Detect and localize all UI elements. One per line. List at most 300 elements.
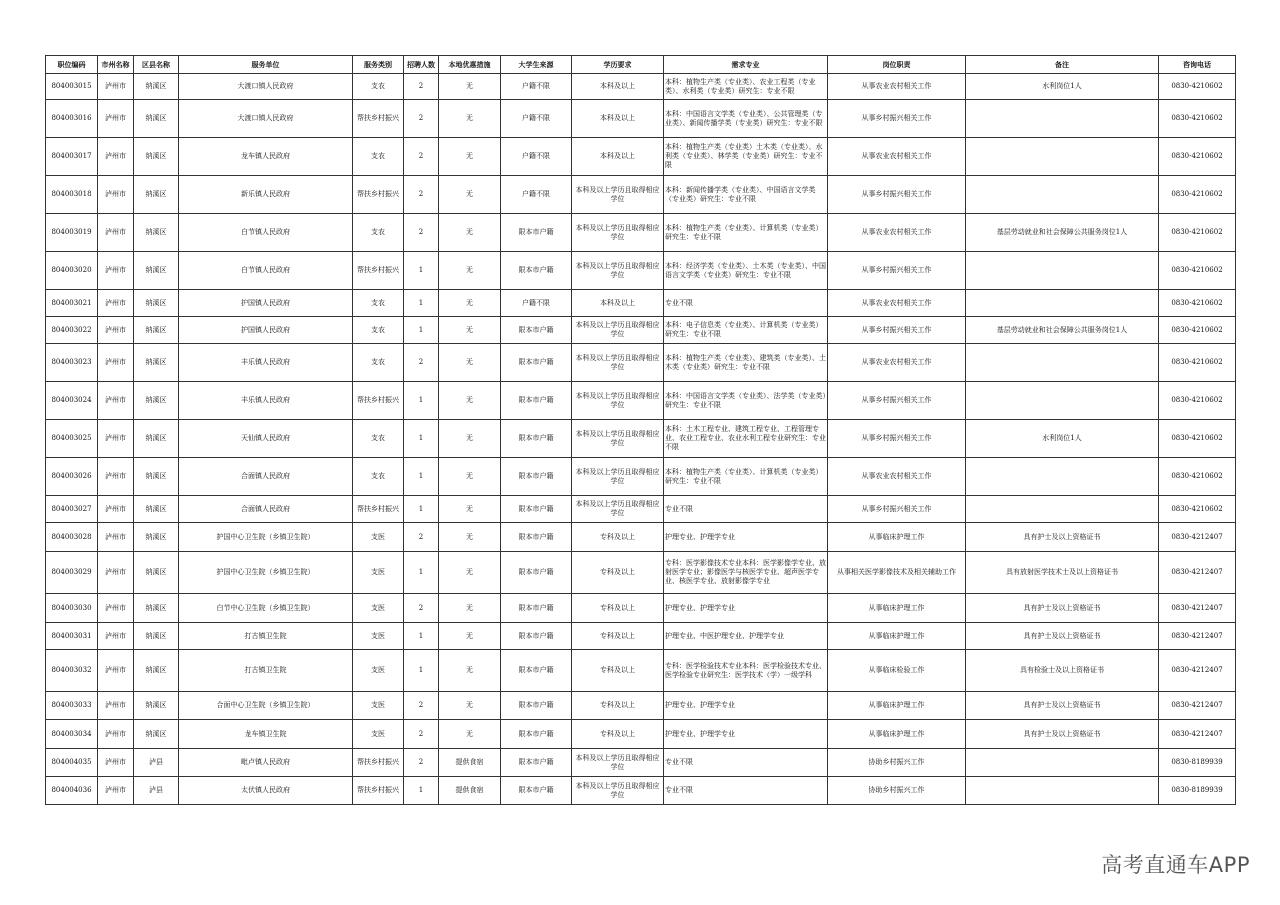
- table-cell: 804003023: [46, 344, 98, 382]
- table-cell: 泸州市: [98, 650, 134, 692]
- table-cell: 白节中心卫生院（乡镇卫生院）: [179, 594, 353, 623]
- table-cell: 1: [404, 382, 439, 420]
- table-cell: 从事农业农村相关工作: [828, 344, 966, 382]
- table-cell: 具有护士及以上资格证书: [966, 523, 1159, 552]
- table-cell: 0830-4210602: [1159, 100, 1236, 138]
- table-cell: 804003018: [46, 176, 98, 214]
- table-cell: 专科及以上: [572, 650, 664, 692]
- table-cell: 804003034: [46, 720, 98, 749]
- table-cell: 0830-4210602: [1159, 252, 1236, 290]
- table-cell: 限本市户籍: [501, 252, 572, 290]
- table-cell: 从事乡村振兴相关工作: [828, 252, 966, 290]
- table-cell: 从事农业农村相关工作: [828, 290, 966, 317]
- table-cell: [966, 252, 1159, 290]
- table-cell: 帮扶乡村振兴: [353, 252, 404, 290]
- table-cell: 纳溪区: [134, 100, 179, 138]
- table-cell: 本科：新闻传播学类（专业类）、中国语言文学类（专业类）研究生：专业不限: [664, 176, 828, 214]
- table-cell: 限本市户籍: [501, 317, 572, 344]
- table-cell: 具有护士及以上资格证书: [966, 594, 1159, 623]
- table-cell: 从事相关医学影像技术及相关辅助工作: [828, 552, 966, 594]
- table-cell: 本科：土木工程专业、建筑工程专业、工程管理专业、农业工程专业、农业水利工程专业研究生：专业不限: [664, 420, 828, 458]
- table-cell: 从事临床护理工作: [828, 623, 966, 650]
- table-row: [46, 523, 1236, 552]
- table-cell: 纳溪区: [134, 692, 179, 720]
- table-cell: 0830-4210602: [1159, 496, 1236, 523]
- table-cell: 限本市户籍: [501, 458, 572, 496]
- table-cell: 无: [439, 623, 501, 650]
- table-cell: 大渡口镇人民政府: [179, 74, 353, 100]
- table-cell: 本科及以上学历且取得相应学位: [572, 176, 664, 214]
- table-row: [46, 650, 1236, 692]
- table-cell: 1: [404, 252, 439, 290]
- table-cell: 泸州市: [98, 720, 134, 749]
- table-cell: 本科及以上学历且取得相应学位: [572, 458, 664, 496]
- table-cell: 护理专业、护理学专业: [664, 692, 828, 720]
- column-header: 备注: [966, 56, 1159, 74]
- column-header: 学历要求: [572, 56, 664, 74]
- table-cell: 基层劳动就业和社会保障公共服务岗位1人: [966, 214, 1159, 252]
- table-cell: 专科及以上: [572, 692, 664, 720]
- table-cell: 护国镇人民政府: [179, 317, 353, 344]
- table-cell: 无: [439, 138, 501, 176]
- table-cell: 白节镇人民政府: [179, 214, 353, 252]
- table-cell: 专科：医学影像技术专业本科：医学影像学专业、放射医学专业；影像医学与核医学专业、超声医学专业、核医学专业、放射影像学专业: [664, 552, 828, 594]
- table-cell: 泸州市: [98, 594, 134, 623]
- table-row: [46, 623, 1236, 650]
- column-header: 招聘人数: [404, 56, 439, 74]
- table-cell: 纳溪区: [134, 650, 179, 692]
- table-cell: 具有护士及以上资格证书: [966, 623, 1159, 650]
- table-cell: 户籍不限: [501, 100, 572, 138]
- column-header: 市州名称: [98, 56, 134, 74]
- column-header: 区县名称: [134, 56, 179, 74]
- table-cell: 本科：植物生产类（专业类）、建筑类（专业类）、土木类（专业类）研究生：专业不限: [664, 344, 828, 382]
- table-cell: 护理专业、护理学专业: [664, 594, 828, 623]
- table-row: [46, 496, 1236, 523]
- table-cell: 限本市户籍: [501, 720, 572, 749]
- table-cell: 打古镇卫生院: [179, 650, 353, 692]
- table-cell: 无: [439, 552, 501, 594]
- table-cell: 本科及以上: [572, 290, 664, 317]
- table-cell: 专科及以上: [572, 594, 664, 623]
- table-cell: 0830-4210602: [1159, 176, 1236, 214]
- table-cell: 泸州市: [98, 692, 134, 720]
- table-cell: 合面中心卫生院（乡镇卫生院）: [179, 692, 353, 720]
- table-cell: 从事乡村振兴相关工作: [828, 100, 966, 138]
- table-cell: 白节镇人民政府: [179, 252, 353, 290]
- table-row: [46, 594, 1236, 623]
- table-cell: 协助乡村振兴工作: [828, 749, 966, 777]
- table-cell: 支农: [353, 420, 404, 458]
- table-cell: 纳溪区: [134, 214, 179, 252]
- table-cell: 纳溪区: [134, 623, 179, 650]
- table-cell: 打古镇卫生院: [179, 623, 353, 650]
- table-cell: 1: [404, 623, 439, 650]
- table-cell: 无: [439, 252, 501, 290]
- table-cell: 纳溪区: [134, 720, 179, 749]
- table-cell: 本科及以上学历且取得相应学位: [572, 749, 664, 777]
- table-cell: 本科：植物生产类（专业类）、计算机类（专业类）研究生：专业不限: [664, 214, 828, 252]
- table-cell: 支农: [353, 344, 404, 382]
- table-cell: 具有放射医学技术士及以上资格证书: [966, 552, 1159, 594]
- table-cell: 2: [404, 523, 439, 552]
- table-cell: 丰乐镇人民政府: [179, 344, 353, 382]
- column-header: 岗位职责: [828, 56, 966, 74]
- table-cell: 合面镇人民政府: [179, 458, 353, 496]
- table-cell: 丰乐镇人民政府: [179, 382, 353, 420]
- table-cell: 本科：植物生产类（专业类）、农业工程类（专业类）、水利类（专业类）研究生：专业不限: [664, 74, 828, 100]
- table-cell: 限本市户籍: [501, 623, 572, 650]
- watermark: 高考直通车APP: [1101, 853, 1250, 877]
- table-cell: 支农: [353, 290, 404, 317]
- table-cell: 0830-4212407: [1159, 692, 1236, 720]
- table-cell: 0830-4210602: [1159, 344, 1236, 382]
- column-header: 需求专业: [664, 56, 828, 74]
- table-cell: 纳溪区: [134, 552, 179, 594]
- table-row: [46, 777, 1236, 805]
- table-cell: 无: [439, 317, 501, 344]
- table-cell: 限本市户籍: [501, 777, 572, 805]
- table-cell: 从事临床护理工作: [828, 692, 966, 720]
- table-cell: 本科及以上: [572, 74, 664, 100]
- table-cell: 1: [404, 552, 439, 594]
- table-cell: 0830-4212407: [1159, 523, 1236, 552]
- table-cell: 帮扶乡村振兴: [353, 496, 404, 523]
- table-cell: 804003017: [46, 138, 98, 176]
- table-cell: 本科及以上学历且取得相应学位: [572, 344, 664, 382]
- table-row: [46, 720, 1236, 749]
- table-cell: 支医: [353, 692, 404, 720]
- table-cell: 帮扶乡村振兴: [353, 382, 404, 420]
- table-cell: 本科：植物生产类（专业类）、计算机类（专业类）研究生：专业不限: [664, 458, 828, 496]
- table-cell: 泸州市: [98, 344, 134, 382]
- table-cell: 龙车镇卫生院: [179, 720, 353, 749]
- table-cell: 泸州市: [98, 74, 134, 100]
- table-cell: 毗卢镇人民政府: [179, 749, 353, 777]
- table-cell: [966, 290, 1159, 317]
- table-cell: 1: [404, 458, 439, 496]
- table-cell: 泸州市: [98, 100, 134, 138]
- table-cell: 支医: [353, 623, 404, 650]
- table-row: [46, 382, 1236, 420]
- table-cell: 纳溪区: [134, 317, 179, 344]
- table-cell: 804004036: [46, 777, 98, 805]
- table-cell: 泸州市: [98, 420, 134, 458]
- table-cell: [966, 749, 1159, 777]
- table-cell: 纳溪区: [134, 523, 179, 552]
- table-cell: 804004035: [46, 749, 98, 777]
- table-cell: 1: [404, 777, 439, 805]
- column-header: 职位编码: [46, 56, 98, 74]
- table-cell: 0830-4210602: [1159, 420, 1236, 458]
- table-cell: 本科：经济学类（专业类）、土木类（专业类）、中国语言文学类（专业类）研究生：专业不限: [664, 252, 828, 290]
- table-cell: [966, 138, 1159, 176]
- table-cell: 1: [404, 496, 439, 523]
- table-cell: 专业不限: [664, 496, 828, 523]
- table-cell: 泸县: [134, 777, 179, 805]
- table-cell: 限本市户籍: [501, 594, 572, 623]
- table-cell: 804003029: [46, 552, 98, 594]
- table-cell: 2: [404, 74, 439, 100]
- table-cell: 纳溪区: [134, 344, 179, 382]
- table-cell: 泸州市: [98, 214, 134, 252]
- table-cell: 本科及以上学历且取得相应学位: [572, 317, 664, 344]
- table-cell: 泸州市: [98, 623, 134, 650]
- table-cell: 提供食宿: [439, 777, 501, 805]
- table-cell: 本科及以上学历且取得相应学位: [572, 252, 664, 290]
- table-row: [46, 344, 1236, 382]
- column-header: 服务类别: [353, 56, 404, 74]
- table-cell: 纳溪区: [134, 496, 179, 523]
- table-cell: 从事临床护理工作: [828, 720, 966, 749]
- table-cell: 2: [404, 720, 439, 749]
- table-cell: 天仙镇人民政府: [179, 420, 353, 458]
- table-cell: 2: [404, 214, 439, 252]
- table-cell: 0830-4212407: [1159, 594, 1236, 623]
- table-cell: 泸州市: [98, 290, 134, 317]
- table-cell: 本科：中国语言文学类（专业类）、公共管理类（专业类）、新闻传播学类（专业类）研究生：专业不限: [664, 100, 828, 138]
- table-cell: 支医: [353, 594, 404, 623]
- table-cell: 804003027: [46, 496, 98, 523]
- table-cell: 护国镇人民政府: [179, 290, 353, 317]
- column-header: 服务单位: [179, 56, 353, 74]
- table-cell: 合面镇人民政府: [179, 496, 353, 523]
- table-cell: 泸州市: [98, 777, 134, 805]
- table-cell: 0830-4210602: [1159, 290, 1236, 317]
- table-cell: 从事乡村振兴相关工作: [828, 317, 966, 344]
- table-cell: 纳溪区: [134, 290, 179, 317]
- table-cell: [966, 382, 1159, 420]
- table-cell: 护理专业、中医护理专业、护理学专业: [664, 623, 828, 650]
- table-cell: 限本市户籍: [501, 552, 572, 594]
- table-cell: 专科及以上: [572, 523, 664, 552]
- table-cell: 限本市户籍: [501, 420, 572, 458]
- table-cell: 0830-4212407: [1159, 552, 1236, 594]
- table-cell: 护国中心卫生院（乡镇卫生院）: [179, 552, 353, 594]
- table-row: [46, 252, 1236, 290]
- table-cell: 大渡口镇人民政府: [179, 100, 353, 138]
- table-cell: 从事临床护理工作: [828, 594, 966, 623]
- table-cell: 纳溪区: [134, 74, 179, 100]
- table-row: [46, 100, 1236, 138]
- table-cell: 无: [439, 214, 501, 252]
- table-cell: 0830-4210602: [1159, 214, 1236, 252]
- table-cell: 专科：医学检验技术专业本科：医学检验技术专业、医学检验专业研究生：医学技术（学）一级学科: [664, 650, 828, 692]
- table-cell: 本科：电子信息类（专业类）、计算机类（专业类）研究生：专业不限: [664, 317, 828, 344]
- table-cell: 限本市户籍: [501, 214, 572, 252]
- table-cell: 限本市户籍: [501, 523, 572, 552]
- table-cell: 804003016: [46, 100, 98, 138]
- table-cell: 限本市户籍: [501, 382, 572, 420]
- table-cell: 无: [439, 100, 501, 138]
- table-cell: [966, 777, 1159, 805]
- table-cell: 从事临床护理工作: [828, 523, 966, 552]
- column-header: 咨询电话: [1159, 56, 1236, 74]
- table-cell: 从事乡村振兴相关工作: [828, 176, 966, 214]
- table-cell: 新乐镇人民政府: [179, 176, 353, 214]
- table-cell: 限本市户籍: [501, 344, 572, 382]
- table-cell: 支医: [353, 552, 404, 594]
- table-cell: 护理专业、护理学专业: [664, 523, 828, 552]
- table-cell: 804003030: [46, 594, 98, 623]
- table-cell: 户籍不限: [501, 176, 572, 214]
- table-cell: 泸州市: [98, 317, 134, 344]
- column-header: 本地优惠措施: [439, 56, 501, 74]
- table-cell: 804003019: [46, 214, 98, 252]
- table-cell: 本科及以上学历且取得相应学位: [572, 382, 664, 420]
- table-cell: 本科及以上: [572, 138, 664, 176]
- table-cell: 2: [404, 176, 439, 214]
- table-cell: 2: [404, 692, 439, 720]
- table-cell: 2: [404, 138, 439, 176]
- recruitment-table: [45, 55, 1236, 805]
- table-cell: 从事农业农村相关工作: [828, 214, 966, 252]
- table-cell: 无: [439, 594, 501, 623]
- table-row: [46, 458, 1236, 496]
- table-cell: 从事农业农村相关工作: [828, 458, 966, 496]
- table-cell: 支医: [353, 720, 404, 749]
- table-cell: 804003025: [46, 420, 98, 458]
- table-cell: 无: [439, 650, 501, 692]
- table-cell: 804003031: [46, 623, 98, 650]
- table-cell: 纳溪区: [134, 252, 179, 290]
- table-cell: 无: [439, 420, 501, 458]
- table-cell: 纳溪区: [134, 382, 179, 420]
- table-cell: 1: [404, 317, 439, 344]
- table-cell: 804003015: [46, 74, 98, 100]
- table-cell: 2: [404, 344, 439, 382]
- table-cell: 协助乡村振兴工作: [828, 777, 966, 805]
- table-cell: 1: [404, 290, 439, 317]
- table-cell: 0830-4210602: [1159, 458, 1236, 496]
- table-cell: 本科及以上学历且取得相应学位: [572, 214, 664, 252]
- table-cell: 泸州市: [98, 382, 134, 420]
- table-cell: 804003032: [46, 650, 98, 692]
- table-cell: 纳溪区: [134, 594, 179, 623]
- table-cell: 本科及以上学历且取得相应学位: [572, 777, 664, 805]
- table-cell: 户籍不限: [501, 74, 572, 100]
- table-cell: 水利岗位1人: [966, 74, 1159, 100]
- table-cell: 无: [439, 382, 501, 420]
- table-cell: 1: [404, 420, 439, 458]
- table-cell: 限本市户籍: [501, 692, 572, 720]
- table-cell: 纳溪区: [134, 138, 179, 176]
- table-cell: 从事乡村振兴相关工作: [828, 382, 966, 420]
- table-cell: 泸州市: [98, 176, 134, 214]
- table-cell: 护理专业、护理学专业: [664, 720, 828, 749]
- table-cell: 泸州市: [98, 496, 134, 523]
- table-row: [46, 176, 1236, 214]
- table-cell: 支农: [353, 74, 404, 100]
- table-row: [46, 290, 1236, 317]
- table-cell: 泸州市: [98, 138, 134, 176]
- table-cell: 支农: [353, 138, 404, 176]
- table-cell: 无: [439, 458, 501, 496]
- table-cell: 804003022: [46, 317, 98, 344]
- table-cell: 无: [439, 74, 501, 100]
- table-cell: 从事农业农村相关工作: [828, 138, 966, 176]
- table-cell: 2: [404, 100, 439, 138]
- table-cell: 限本市户籍: [501, 749, 572, 777]
- table-cell: 支农: [353, 458, 404, 496]
- table-cell: 支医: [353, 523, 404, 552]
- table-cell: [966, 176, 1159, 214]
- table-cell: [966, 496, 1159, 523]
- table-cell: 帮扶乡村振兴: [353, 777, 404, 805]
- table-cell: 专业不限: [664, 777, 828, 805]
- table-cell: 无: [439, 692, 501, 720]
- table-cell: 纳溪区: [134, 458, 179, 496]
- table-cell: 0830-4212407: [1159, 650, 1236, 692]
- table-cell: 水利岗位1人: [966, 420, 1159, 458]
- table-cell: 无: [439, 496, 501, 523]
- table-row: [46, 138, 1236, 176]
- table-cell: 804003028: [46, 523, 98, 552]
- table-cell: 专业不限: [664, 290, 828, 317]
- table-cell: 804003024: [46, 382, 98, 420]
- table-cell: 户籍不限: [501, 290, 572, 317]
- header-row: [46, 56, 1236, 74]
- table-cell: 804003033: [46, 692, 98, 720]
- table-cell: 1: [404, 650, 439, 692]
- table-cell: 提供食宿: [439, 749, 501, 777]
- table-cell: 专业不限: [664, 749, 828, 777]
- table-cell: 从事临床检验工作: [828, 650, 966, 692]
- table-cell: 泸县: [134, 749, 179, 777]
- table-row: [46, 420, 1236, 458]
- table-cell: 专科及以上: [572, 552, 664, 594]
- table-cell: 0830-8189939: [1159, 749, 1236, 777]
- table-cell: 纳溪区: [134, 420, 179, 458]
- table-cell: 帮扶乡村振兴: [353, 176, 404, 214]
- table-cell: 专科及以上: [572, 623, 664, 650]
- table-cell: 泸州市: [98, 252, 134, 290]
- table-cell: 纳溪区: [134, 176, 179, 214]
- table-cell: 泸州市: [98, 458, 134, 496]
- table-cell: 本科及以上学历且取得相应学位: [572, 496, 664, 523]
- table-row: [46, 552, 1236, 594]
- table-cell: 支农: [353, 214, 404, 252]
- table-cell: 泸州市: [98, 749, 134, 777]
- table-cell: 本科及以上: [572, 100, 664, 138]
- table-cell: 太伏镇人民政府: [179, 777, 353, 805]
- table-cell: 户籍不限: [501, 138, 572, 176]
- table-cell: 具有检验士及以上资格证书: [966, 650, 1159, 692]
- table-row: [46, 317, 1236, 344]
- table-cell: 0830-4210602: [1159, 138, 1236, 176]
- table-cell: 帮扶乡村振兴: [353, 100, 404, 138]
- table-cell: 2: [404, 749, 439, 777]
- table-row: [46, 214, 1236, 252]
- table-cell: 本科及以上学历且取得相应学位: [572, 420, 664, 458]
- table-cell: 0830-4212407: [1159, 623, 1236, 650]
- table-cell: 泸州市: [98, 523, 134, 552]
- table-cell: [966, 344, 1159, 382]
- table-cell: [966, 100, 1159, 138]
- table-cell: 基层劳动就业和社会保障公共服务岗位1人: [966, 317, 1159, 344]
- table-cell: 本科：中国语言文学类（专业类）、法学类（专业类）研究生：专业不限: [664, 382, 828, 420]
- table-cell: 从事农业农村相关工作: [828, 74, 966, 100]
- table-cell: 限本市户籍: [501, 650, 572, 692]
- table-cell: [966, 458, 1159, 496]
- table-cell: 804003020: [46, 252, 98, 290]
- table-cell: 2: [404, 594, 439, 623]
- table-cell: 泸州市: [98, 552, 134, 594]
- table-cell: 0830-4210602: [1159, 382, 1236, 420]
- table-cell: 从事乡村振兴相关工作: [828, 420, 966, 458]
- table-cell: 帮扶乡村振兴: [353, 749, 404, 777]
- table-cell: 无: [439, 290, 501, 317]
